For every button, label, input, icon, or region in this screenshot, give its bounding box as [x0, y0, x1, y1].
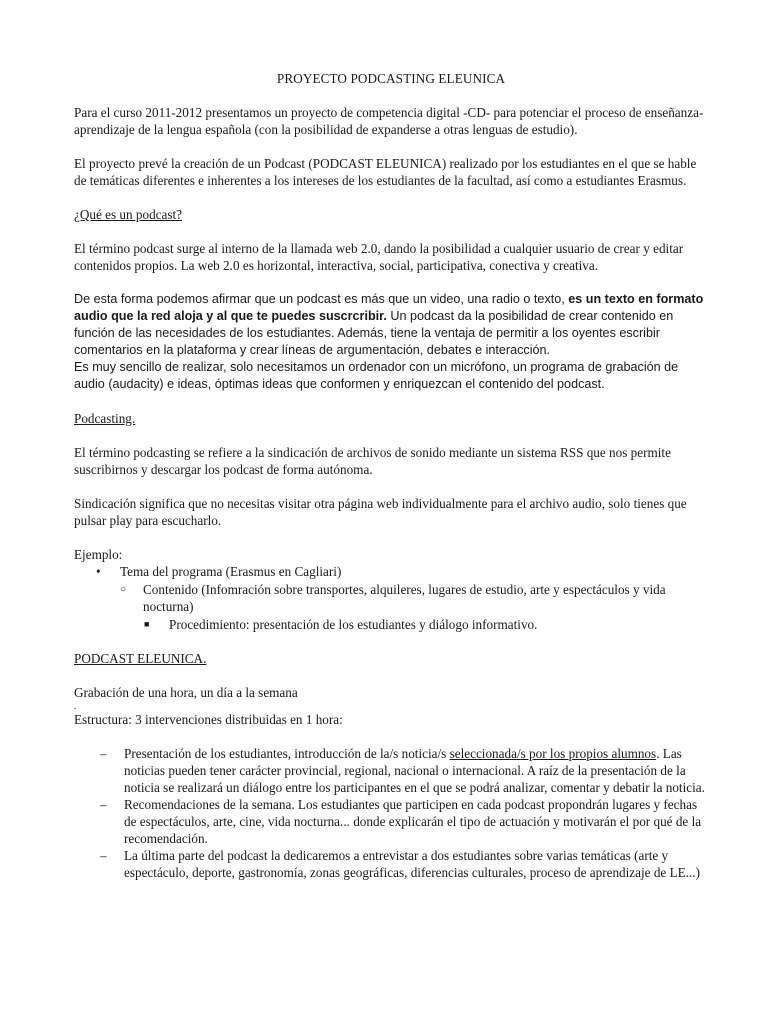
dash-icon: –: [100, 746, 107, 761]
web20-paragraph: El término podcast surge al interno de la llamada web 2.0, dando la posibilidad a cualquier usuario de crear y editar contenidos propios. La web 2.0 es horizontal, interactiva, social, participativa, conectiva y creativa.: [74, 241, 684, 273]
structure-item-3: [74, 847, 708, 881]
definition-simplicity-text: Es muy sencillo de realizar, solo necesitamos un ordenador con un micrófono, un programa de grabación de audio (audacity) e ideas, óptimas ideas que conformen y enriquezcan el contenido del podcast.: [74, 360, 679, 391]
stray-dot: .: [74, 701, 77, 711]
project-paragraph: El proyecto prevé la creación de un Podcast (PODCAST ELEUNICA) realizado por los estudiantes en el que se hable de temáticas diferentes e inherentes a los intereses de los estudiantes de la facultad, así como a estudiantes Erasmus.: [74, 156, 697, 188]
example-bullet-text: Tema del programa (Erasmus en Cagliari): [120, 564, 342, 579]
example-circle-text: Contenido (Infomración sobre transportes, alquileres, lugares de estudio, arte y espectáculos y vida nocturna): [143, 582, 666, 614]
dash-icon: –: [100, 848, 107, 863]
structure-item-1-underlined: seleccionada/s por los propios alumnos: [449, 746, 657, 761]
podcasting-paragraph: El término podcasting se refiere a la sindicación de archivos de sonido mediante un sistema RSS que nos permite suscribirnos y descargar los podcast de forma autónoma.: [74, 445, 671, 477]
document-title: PROYECTO PODCASTING ELEUNICA: [276, 71, 506, 86]
structure-item-2-text: Recomendaciones de la semana. Los estudiantes que participen en cada podcast propondrán lugares y fechas de espectáculos, arte, cine, vida nocturna... donde explicarán el tipo de actuación y motivarán el por qué de la recomendación.: [124, 797, 702, 846]
structure-item-3-text: La última parte del podcast la dedicaremos a entrevistar a dos estudiantes sobre varias temáticas (arte y espectáculo, deporte, gastronomía, zonas geográficas, diferencias culturales, proceso de aprendizaje de LE...): [124, 848, 700, 880]
definition-continued-text: Un podcast da la posibilidad de crear contenido en función de las necesidades de los estudiantes. Además, tiene la ventaja de permitir a los oyentes escribir comentarios en la plataforma y crear líneas de argumentación, debates e interacción.: [74, 309, 674, 357]
bullet-icon: •: [96, 564, 101, 579]
estructura-text: Estructura: 3 intervenciones distribuidas en 1 hora:: [74, 712, 343, 727]
definition-bold-text: es un texto en formato audio que la red aloja y al que te puedes suscrcribir.: [74, 292, 704, 323]
example-circle-item: [74, 581, 708, 615]
heading-que-es-podcast: ¿Qué es un podcast?: [74, 207, 183, 222]
podcast-definition-paragraph: [74, 291, 708, 393]
structure-item-2: [74, 796, 708, 847]
intro-paragraph: Para el curso 2011-2012 presentamos un proyecto de competencia digital -CD- para potenciar el proceso de enseñanza-aprendizaje de la lengua española (con la posibilidad de expanderse a otras lenguas de estudio).: [74, 105, 704, 137]
dash-icon: –: [100, 797, 107, 812]
structure-item-1: [74, 745, 708, 796]
example-square-item: [74, 616, 708, 633]
sindicacion-paragraph: Sindicación significa que no necesitas visitar otra página web individualmente para el archivo audio, solo tienes que pulsar play para escucharlo.: [74, 496, 687, 528]
structure-item-1-rest: . Las noticias pueden tener carácter provincial, regional, nacional o internacional. A raíz de la presentación de la noticia se realizará un diálogo entre los participantes en el que se podrá analizar, comentar y debatir la noticia.: [124, 746, 705, 795]
ejemplo-label: Ejemplo:: [74, 547, 123, 562]
structure-item-1-text: Presentación de los estudiantes, introducción de la/s noticia/s: [124, 746, 447, 761]
heading-podcast-eleunica: PODCAST ELEUNICA.: [74, 651, 207, 666]
heading-podcasting: Podcasting.: [74, 411, 136, 426]
square-bullet-icon: ■: [144, 619, 150, 629]
example-bullet-item: [74, 563, 708, 580]
definition-text: De esta forma podemos afirmar que un podcast es más que un video, una radio o texto,: [74, 292, 565, 306]
circle-bullet-icon: ○: [120, 584, 127, 595]
example-square-text: Procedimiento: presentación de los estudiantes y diálogo informativo.: [169, 617, 538, 632]
grabacion-text: Grabación de una hora, un día a la semana: [74, 685, 298, 700]
